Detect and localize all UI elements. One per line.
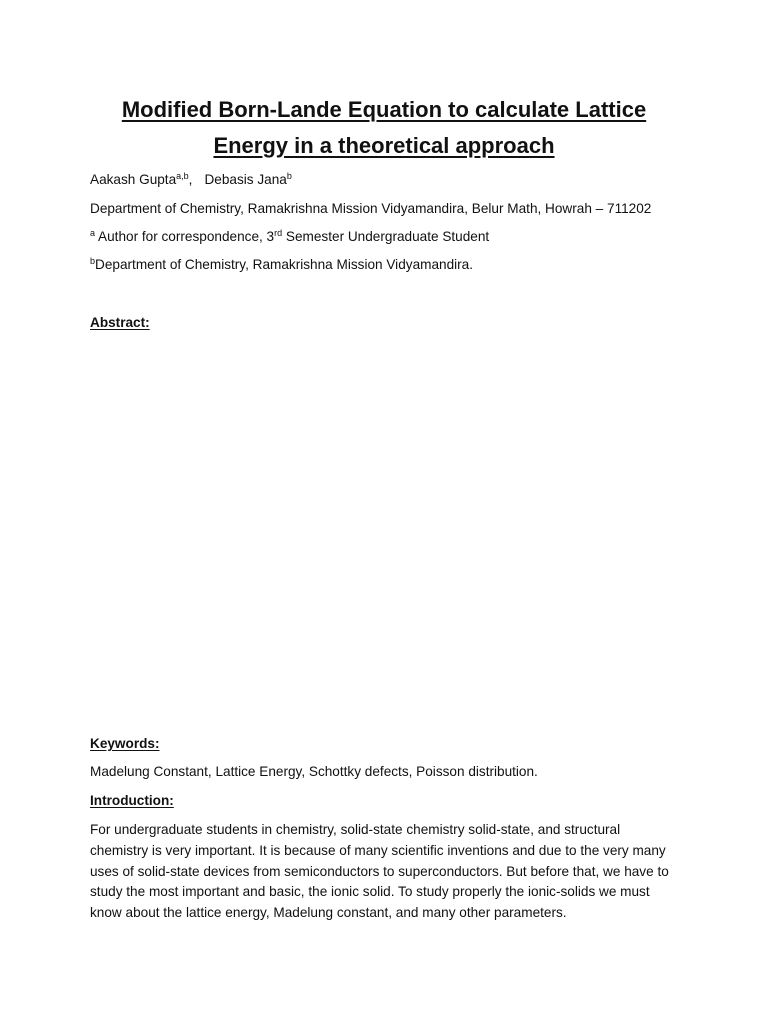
affiliation-line: Department of Chemistry, Ramakrishna Mission Vidyamandira, Belur Math, Howrah – 711202 — [90, 201, 652, 216]
keywords-heading: Keywords: — [90, 736, 160, 751]
introduction-heading: Introduction: — [90, 793, 174, 808]
footnote-a-ordinal: rd — [274, 228, 283, 238]
footnote-b-marker: b — [90, 256, 96, 266]
paper-title — [90, 92, 678, 164]
author-2-superscript: b — [286, 171, 292, 181]
footnote-a-marker: a — [90, 228, 96, 238]
footnote-a — [90, 228, 489, 246]
title-line-1: Modified Born-Lande Equation to calculate Lattice — [121, 97, 647, 122]
footnote-a-text-before: Author for correspondence, 3 — [98, 229, 275, 244]
keywords-text: Madelung Constant, Lattice Energy, Schottky defects, Poisson distribution. — [90, 764, 538, 779]
abstract-heading: Abstract: — [90, 315, 150, 330]
author-1-superscript: a,b — [176, 171, 189, 181]
title-line-2: Energy in a theoretical approach — [213, 133, 555, 158]
footnote-b — [90, 256, 473, 274]
introduction-paragraph: For undergraduate students in chemistry, solid-state chemistry solid-state, and structural chemistry is very important. It is because of many scientific inventions and due to the very many uses of solid-state devices from semiconductors to superconductors. But before that, we have to study the most important and basic, the ionic solid. To study properly the ionic-solids we must know about the lattice energy, Madelung constant, and many other parameters. — [90, 822, 669, 921]
author-2-name: Debasis Jana — [204, 172, 287, 187]
footnote-a-text-after: Semester Undergraduate Student — [285, 229, 490, 244]
author-line — [90, 171, 292, 189]
footnote-b-text: Department of Chemistry, Ramakrishna Mission Vidyamandira. — [95, 257, 474, 272]
author-1-name: Aakash Gupta — [90, 172, 177, 187]
author-separator: , — [188, 172, 193, 187]
